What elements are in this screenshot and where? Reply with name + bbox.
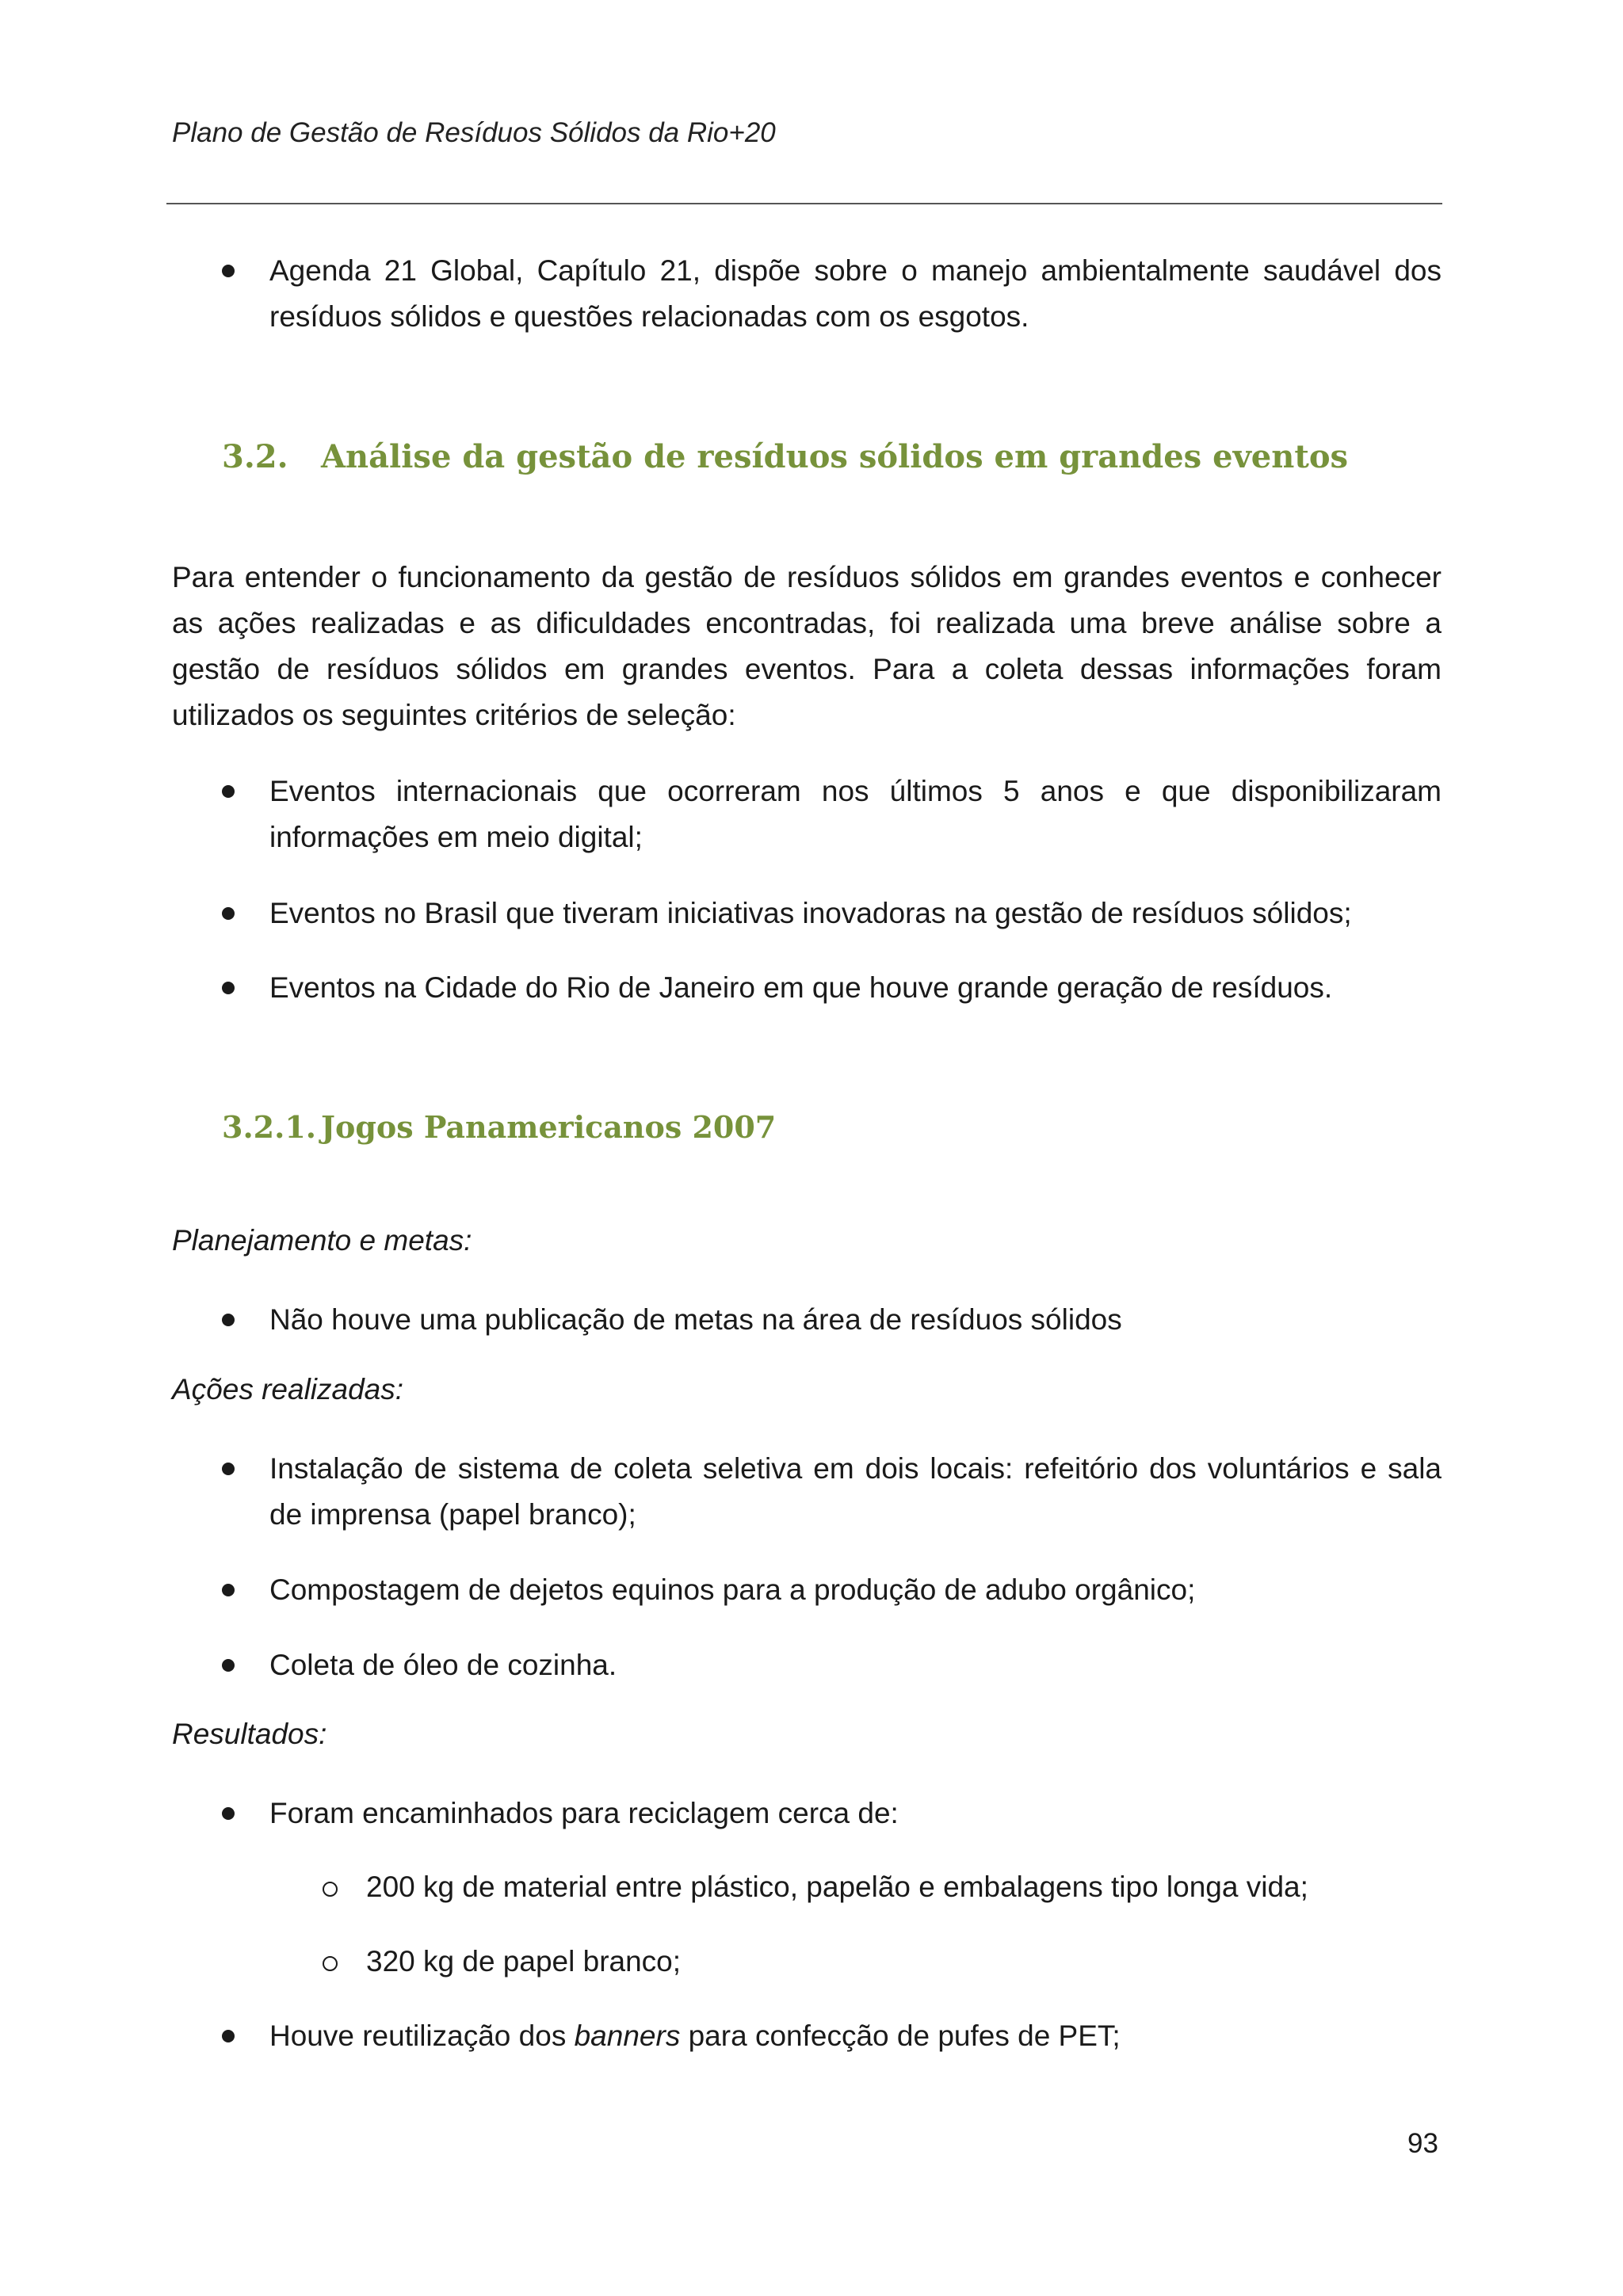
list-item — [172, 1567, 1442, 1613]
list-item-text: Não houve uma publicação de metas na área de resíduos sólidos — [269, 1303, 1122, 1336]
bullet-icon — [222, 785, 235, 798]
list-item-text: Instalação de sistema de coleta seletiva em dois locais: refeitório dos voluntários e sala de imprensa (papel branco); — [269, 1452, 1442, 1531]
list-item-text: Agenda 21 Global, Capítulo 21, dispõe sobre o manejo ambientalmente saudável dos resíduos sólidos e questões relacionadas com os esgotos. — [269, 254, 1442, 333]
list-item — [172, 1446, 1442, 1538]
bullet-icon — [222, 265, 235, 277]
hollow-bullet-icon — [323, 1956, 338, 1971]
list-item-text: Eventos na Cidade do Rio de Janeiro em que houve grande geração de resíduos. — [269, 971, 1333, 1004]
text-run: para confecção de pufes de PET; — [680, 2019, 1121, 2052]
subsection-number: 3.2.1. — [222, 1109, 317, 1145]
bullet-icon — [222, 1659, 235, 1672]
bullet-icon — [222, 1584, 235, 1596]
bullet-icon — [222, 1314, 235, 1326]
sub-list-item-text: 200 kg de material entre plástico, papelão e embalagens tipo longa vida; — [366, 1871, 1308, 1903]
list-item — [172, 1297, 1442, 1343]
list-item — [172, 1791, 1442, 1836]
list-item — [172, 2013, 1442, 2059]
bullet-icon — [222, 1807, 235, 1820]
list-item — [172, 965, 1442, 1011]
list-item-text: Eventos internacionais que ocorreram nos últimos 5 anos e que disponibilizaram informações em meio digital; — [269, 775, 1442, 853]
section-title: Análise da gestão de resíduos sólidos em grandes eventos — [321, 438, 1349, 475]
hollow-bullet-icon — [323, 1882, 338, 1897]
section-paragraph: Para entender o funcionamento da gestão de resíduos sólidos em grandes eventos e conhecer as ações realizadas e as dificuldades encontradas, foi realizada uma breve análise sobre a gestão de resíduos sólidos em grandes eventos. Para a coleta dessas informações foram utilizados os seguintes critérios de seleção: — [172, 561, 1442, 731]
list-item-text: Eventos no Brasil que tiveram iniciativas inovadoras na gestão de resíduos sólidos; — [269, 897, 1352, 929]
list-item-text: Compostagem de dejetos equinos para a produção de adubo orgânico; — [269, 1573, 1196, 1606]
header-divider — [166, 203, 1442, 204]
running-header: Plano de Gestão de Resíduos Sólidos da Rio+20 — [172, 117, 776, 148]
list-item-text: Coleta de óleo de cozinha. — [269, 1649, 617, 1681]
page-number: 93 — [1407, 2128, 1438, 2159]
list-item-text: Foram encaminhados para reciclagem cerca de: — [269, 1797, 899, 1829]
bullet-icon — [222, 1463, 235, 1475]
text-run: Houve reutilização dos — [269, 2019, 575, 2052]
list-item — [172, 769, 1442, 860]
list-item — [172, 891, 1442, 936]
section-heading — [222, 438, 1348, 475]
bullet-icon — [222, 982, 235, 994]
subsection-title: Jogos Panamericanos 2007 — [321, 1109, 777, 1145]
list-item — [172, 248, 1442, 340]
actions-label: Ações realizadas: — [172, 1373, 404, 1405]
list-item-text — [269, 2013, 1442, 2059]
bullet-icon — [222, 907, 235, 920]
subsection-heading — [222, 1109, 776, 1145]
bullet-icon — [222, 2030, 235, 2042]
sub-list-item-text: 320 kg de papel branco; — [366, 1945, 682, 1978]
planning-label: Planejamento e metas: — [172, 1224, 472, 1257]
results-label: Resultados: — [172, 1718, 327, 1750]
section-number: 3.2. — [222, 438, 288, 475]
list-item — [172, 1642, 1442, 1688]
italic-term: banners — [574, 2019, 681, 2052]
sub-list-item — [172, 1864, 1442, 1910]
sub-list-item — [172, 1939, 1442, 1985]
